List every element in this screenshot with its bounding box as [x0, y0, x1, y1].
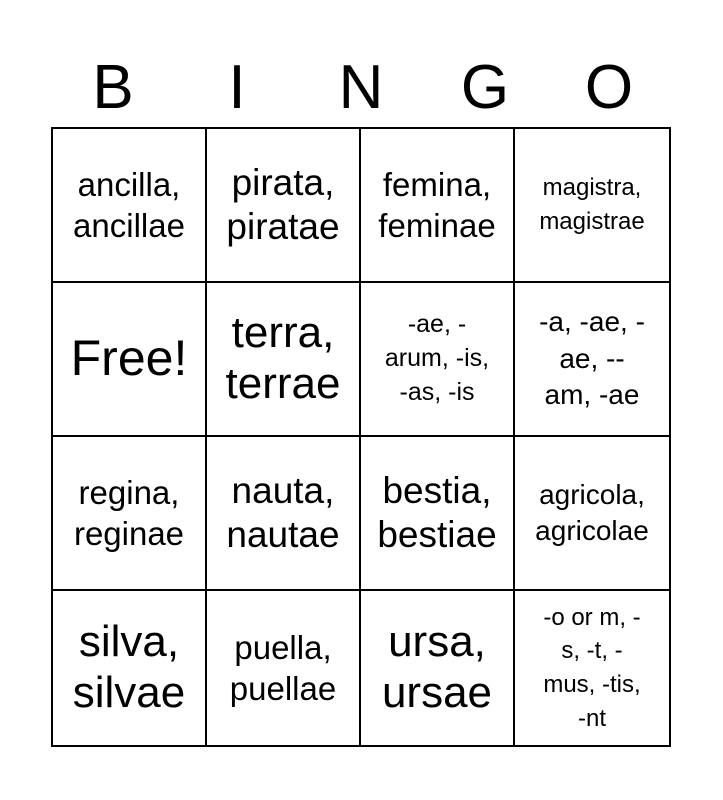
bingo-cell[interactable]: [515, 437, 669, 591]
cell-label: agricola, agricolae: [535, 478, 649, 546]
header-letter-n: N: [338, 53, 384, 122]
bingo-cell[interactable]: [207, 591, 361, 745]
bingo-cell[interactable]: [207, 283, 361, 437]
bingo-cell[interactable]: [515, 591, 669, 745]
cell-label: magistra, magistrae: [539, 174, 645, 235]
bingo-cell[interactable]: [53, 591, 207, 745]
bingo-cell[interactable]: [361, 283, 515, 437]
bingo-cell[interactable]: [515, 283, 669, 437]
cell-label: nauta, nautae: [226, 469, 340, 555]
cell-label: -ae, - arum, -is, -as, -is: [384, 310, 490, 406]
bingo-cell[interactable]: [361, 129, 515, 283]
bingo-cell[interactable]: [207, 129, 361, 283]
cell-label: -a, -ae, - ae, -- am, -ae: [539, 306, 645, 411]
bingo-cell[interactable]: [53, 437, 207, 591]
bingo-board: [51, 127, 671, 747]
header-letter-i: I: [228, 53, 246, 122]
bingo-cell[interactable]: [207, 437, 361, 591]
cell-label: regina, reginae: [73, 473, 185, 552]
free-space-label: Free!: [70, 330, 188, 387]
cell-label: terra, terrae: [225, 308, 341, 408]
bingo-cell[interactable]: [515, 129, 669, 283]
header-letter-o: O: [584, 53, 634, 122]
bingo-header: [51, 52, 671, 124]
bingo-cell-free[interactable]: [53, 283, 207, 437]
header-letter-b: B: [92, 53, 134, 122]
cell-label: silva, silvae: [72, 617, 186, 717]
bingo-cell[interactable]: [53, 129, 207, 283]
cell-label: pirata, piratae: [226, 161, 340, 247]
cell-label: ancilla, ancillae: [73, 165, 185, 244]
cell-label: bestia, bestiae: [377, 469, 497, 555]
bingo-cell[interactable]: [361, 591, 515, 745]
bingo-cell[interactable]: [361, 437, 515, 591]
header-letter-g: G: [460, 53, 510, 122]
cell-label: femina, feminae: [378, 165, 496, 244]
cell-label: -o or m, - s, -t, - mus, -tis, -nt: [543, 603, 641, 732]
cell-label: puella, puellae: [229, 628, 337, 707]
cell-label: ursa, ursae: [381, 617, 493, 717]
